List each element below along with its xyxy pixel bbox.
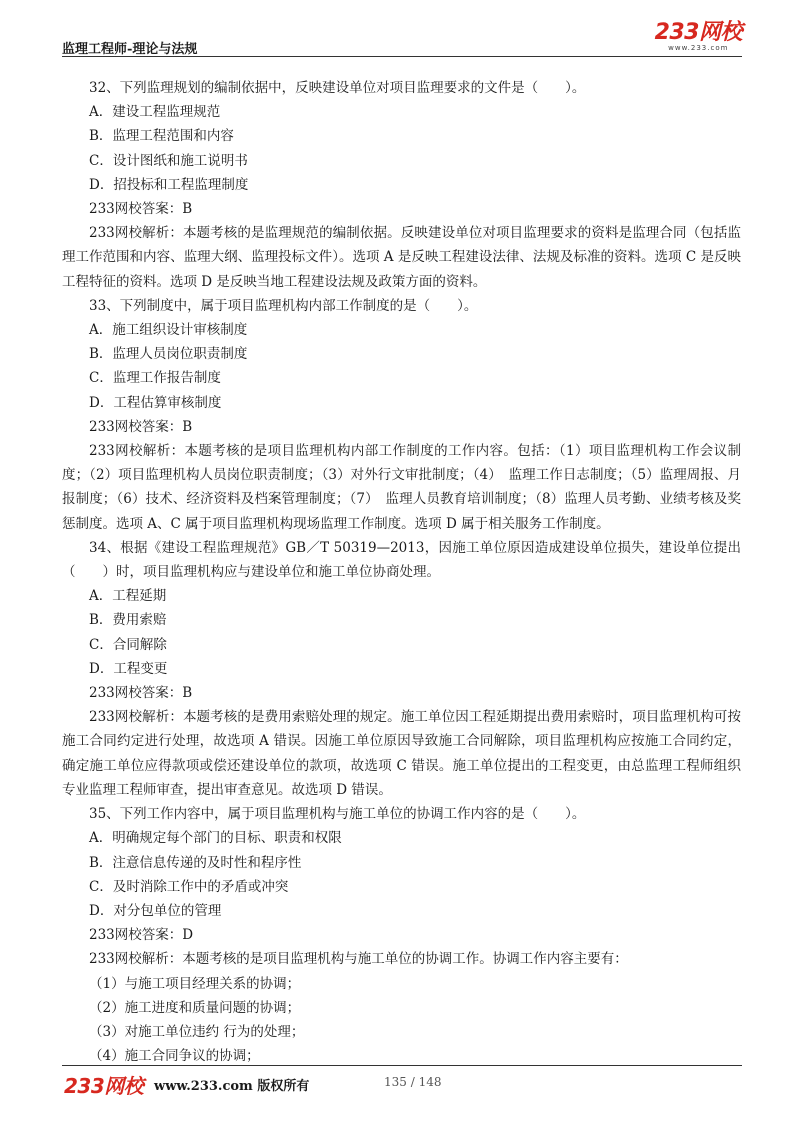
analysis-list-item: （2）施工进度和质量问题的协调； [89, 999, 301, 1016]
option-a: A．明确规定每个部门的目标、职责和权限 [89, 830, 342, 847]
analysis-paragraph: 233网校解析：本题考核的是监理规范的编制依据。反映建设单位对项目监理要求的资料是监理合同（包括监理工作范围和内容、监理大纲、监理投标文件）。选项 A 是反映工程建设法律、法规及标准的资料。选项 C 是反映工程特征的资料。选项 D 是反映当地工程建设法规及政策方面的资料。 [62, 225, 741, 290]
footer-copyright: www.233.com 版权所有 [154, 1079, 310, 1094]
analysis-paragraph: 233网校解析：本题考核的是项目监理机构内部工作制度的工作内容。包括：（1）项目监理机构工作会议制度；（2）项目监理机构人员岗位职责制度；（3）对外行文审批制度；（4） 监理工作日志制度；（5）监理周报、月报制度；（6）技术、经济资料及档案管理制度；（7） 监理人员教育培训制度；（8）监理人员考勤、业绩考核及奖惩制度。选项 A、C 属于项目监理机构现场监理工作制度。选项 D 属于相关服务工作制度。 [62, 443, 741, 532]
analysis-intro: 233网校解析：本题考核的是项目监理机构与施工单位的协调工作。协调工作内容主要有： [89, 951, 628, 968]
document-body [62, 76, 741, 1068]
option-c: C．及时消除工作中的矛盾或冲突 [89, 878, 289, 895]
analysis-list-item: （1）与施工项目经理关系的协调； [89, 975, 301, 992]
answer: 233网校答案：B [89, 201, 193, 218]
question-35-stem: 35、下列工作内容中，属于项目监理机构与施工单位的协调工作内容的是（ ）。 [89, 806, 586, 823]
analysis-list-item: （4）施工合同争议的协调； [89, 1048, 260, 1065]
option-b: B．费用索赔 [89, 612, 167, 629]
option-d: D．招投标和工程监理制度 [89, 176, 249, 193]
option-a: A．建设工程监理规范 [89, 104, 221, 121]
option-a: A．施工组织设计审核制度 [89, 322, 248, 339]
header-divider [62, 56, 742, 57]
document-title: 监理工程师-理论与法规 [62, 42, 198, 57]
analysis-paragraph: 233网校解析：本题考核的是费用索赔处理的规定。施工单位因工程延期提出费用索赔时，项目监理机构可按施工合同约定进行处理，故选项 A 错误。因施工单位原因导致施工合同解除，项目监理机构应按施工合同约定，确定施工单位应得款项或偿还建设单位的款项，故选项 C 错误。施工单位提出的工程变更，由总监理工程师组织专业监理工程师审查，提出审查意见。故选项 D 错误。 [62, 709, 741, 798]
option-b: B．监理工程范围和内容 [89, 128, 234, 145]
option-d: D．工程估算审核制度 [89, 394, 222, 411]
option-b: B．监理人员岗位职责制度 [89, 346, 248, 363]
option-a: A．工程延期 [89, 588, 167, 605]
page-footer [62, 1070, 742, 1096]
page-header [62, 14, 742, 60]
option-c: C．监理工作报告制度 [89, 370, 221, 387]
footer-divider [62, 1065, 742, 1066]
brand-logo-text: 233网校 [654, 20, 742, 45]
option-c: C．合同解除 [89, 636, 167, 653]
answer: 233网校答案：B [89, 685, 193, 702]
brand-logo-url: www.233.com [668, 44, 729, 52]
page-number: 135 / 148 [384, 1075, 442, 1089]
answer: 233网校答案：B [89, 418, 193, 435]
brand-logo [655, 22, 742, 52]
question-33-stem: 33、下列制度中，属于项目监理机构内部工作制度的是（ ）。 [89, 297, 478, 314]
question-32-stem: 32、下列监理规划的编制依据中，反映建设单位对项目监理要求的文件是（ ）。 [89, 80, 586, 96]
option-c: C．设计图纸和施工说明书 [89, 152, 248, 169]
option-d: D．工程变更 [89, 660, 168, 677]
option-d: D．对分包单位的管理 [89, 902, 222, 919]
option-b: B．注意信息传递的及时性和程序性 [89, 854, 302, 871]
question-34-stem: 34、根据《建设工程监理规范》GB／T 50319—2013，因施工单位原因造成建设单位损失，建设单位提出（ ）时，项目监理机构应与建设单位和施工单位协商处理。 [62, 539, 741, 581]
answer: 233网校答案：D [89, 927, 194, 944]
analysis-list-item: （3）对施工单位违约 行为的处理； [89, 1023, 305, 1040]
footer-logo: 233网校 [64, 1074, 144, 1098]
